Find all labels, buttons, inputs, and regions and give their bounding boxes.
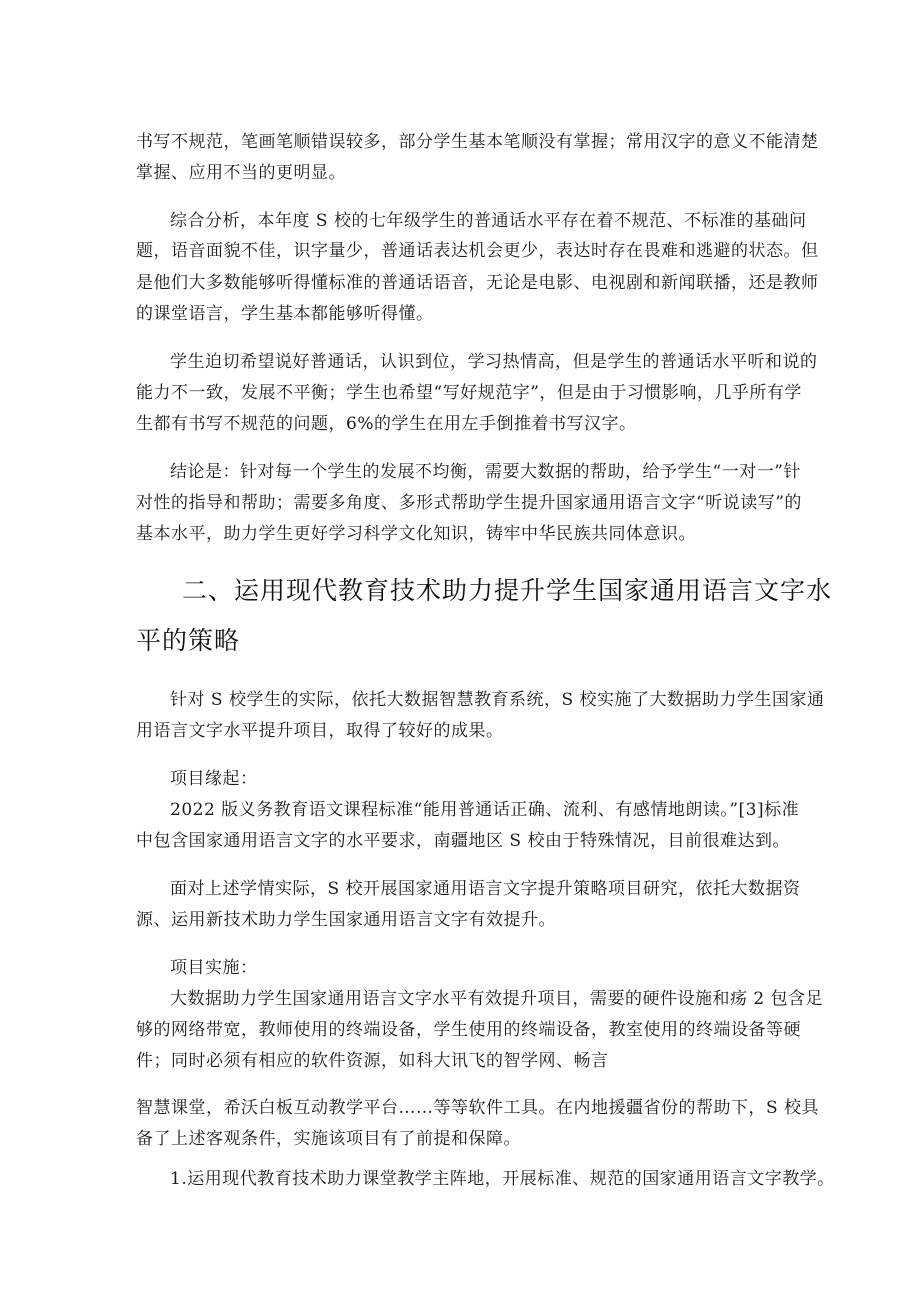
paragraph-line: 备了上述客观条件，实施该项目有了前提和保障。 [136,1129,521,1149]
paragraph-line: 智慧课堂，希沃白板互动教学平台……等等软件工具。在内地援疆省份的帮助下，S 校具 [136,1098,820,1118]
numbered-item: 1.运用现代教育技术助力课堂教学主阵地，开展标准、规范的国家通用语言文字教学。 [170,1169,835,1189]
paragraph-line: 题，语音面貌不佳，识字量少，普通话表达机会更少，表达时存在畏难和逃避的状态。但 [136,241,819,261]
paragraph-line: 源、运用新技术助力学生国家通用语言文字有效提升。 [136,910,556,930]
paragraph-line: 2022 版义务教育语文课程标准“能用普通话正确、流利、有感情地朗读。”[3]标准 [170,800,800,820]
paragraph-line: 面对上述学情实际，S 校开展国家通用语言文字提升策略项目研究，依托大数据资 [170,879,801,899]
paragraph-line: 是他们大多数能够听得懂标准的普通话语音，无论是电影、电视剧和新闻联播，还是教师 [136,273,819,293]
paragraph-line: 的课堂语言，学生基本都能够听得懂。 [136,304,434,324]
paragraph-line: 书写不规范，笔画笔顺错误较多，部分学生基本笔顺没有掌握；常用汉字的意义不能清楚 [136,132,819,152]
section-heading: 二、运用现代教育技术助力提升学生国家通用语言文字水 [182,576,833,605]
paragraph-line: 综合分析，本年度 S 校的七年级学生的普通话水平存在着不规范、不标准的基础问 [170,211,807,231]
subheading-label: 项目实施： [170,958,258,978]
subheading-label: 项目缘起： [170,769,258,789]
paragraph-line: 针对 S 校学生的实际，依托大数据智慧教育系统，S 校实施了大数据助力学生国家通 [170,690,825,710]
paragraph-line: 对性的指导和帮助；需要多角度、多形式帮助学生提升国家通用语言文字“听说读写”的 [136,493,802,513]
paragraph-line: 掌握、应用不当的更明显。 [136,163,346,183]
paragraph-line: 结论是：针对每一个学生的发展不均衡，需要大数据的帮助，给予学生“一对一”针 [170,462,801,482]
paragraph-line: 生都有书写不规范的问题，6%的学生在用左手倒推着书写汉字。 [136,414,637,434]
paragraph-line: 大数据助力学生国家通用语言文字水平有效提升项目，需要的硬件设施和疡 2 包含足 [170,989,824,1009]
paragraph-line: 够的网络带宽，教师使用的终端设备，学生使用的终端设备，教室使用的终端设备等硬 [136,1020,801,1040]
paragraph-line: 件；同时必须有相应的软件资源，如科大讯飞的智学网、畅言 [136,1051,609,1071]
paragraph-line: 用语言文字水平提升项目，取得了较好的成果。 [136,721,504,741]
paragraph-line: 基本水平，助力学生更好学习科学文化知识，铸牢中华民族共同体意识。 [136,524,696,544]
section-heading: 平的策略 [136,626,241,655]
paragraph-line: 学生迫切希望说好普通话，认识到位，学习热情高，但是学生的普通话水平听和说的 [170,352,818,372]
paragraph-line: 能力不一致，发展不平衡；学生也希望“写好规范字”，但是由于习惯影响，几乎所有学 [136,383,802,403]
paragraph-line: 中包含国家通用语言文字的水平要求，南疆地区 S 校由于特殊情况，目前很难达到。 [136,831,790,851]
